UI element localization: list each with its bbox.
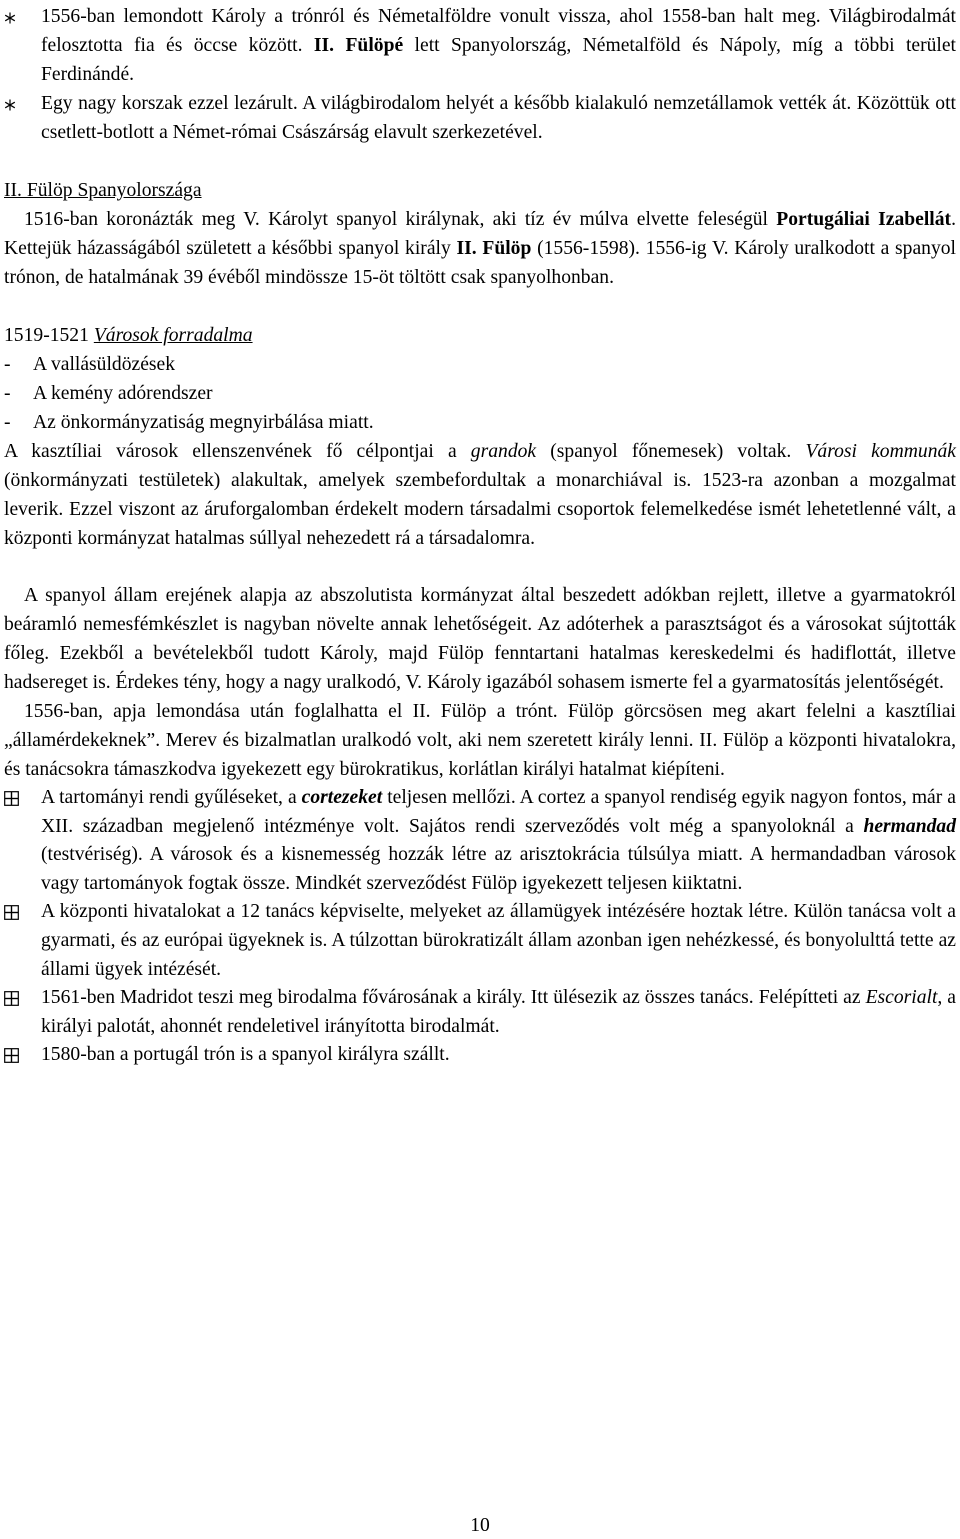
dash-bullet-icon: - (4, 412, 11, 433)
section-heading (4, 321, 956, 350)
asterisk-bullet-icon (4, 2, 34, 31)
document-page (4, 2, 956, 1070)
bullet-text: 1556-ban lemondott Károly a trónról és Németalföldre vonult vissza, ahol 1558-ban halt meg. Világbirodalmát felosztotta fia és öccse között. (41, 6, 956, 56)
asterisk-bullet-icon (4, 89, 34, 118)
bullet-text: Egy nagy korszak ezzel lezárult. A világbirodalom helyét a később kialakuló nemzetállamok vették át. Közöttük ott csetlett-botlott a Német-római Császárság elavult szerkezetével. (41, 93, 956, 143)
list-item-text: Az önkormányzatiság megnyirbálása miatt. (33, 412, 374, 433)
italic-text: grandok (470, 441, 537, 462)
list-item (4, 898, 956, 984)
list-item (4, 408, 956, 437)
list-item (4, 379, 956, 408)
paragraph: A spanyol állam erejének alapja az abszolutista kormányzat által beszedett adókban rejlett, illetve a gyarmatokról beáramló nemesfémkészlet is nagyban növelte annak lehetőségeit. Az adóterhek a parasztságot és a városokat sújtották főleg. Ezekből a bevételekből tudott Károly, majd Fülöp fenntartani hatalmas kereskedelmi és hadiflottát, illetve hadsereget is. Érdekes tény, hogy a nagy uralkodó, V. Károly igazából sohasem ismerte fel a gyarmatosítás jelentőségét. (4, 585, 956, 693)
page-number: 10 (470, 1515, 490, 1536)
section-heading (4, 176, 956, 205)
bold-text: Portugáliai Izabellát (776, 209, 952, 230)
heading-title: Városok forradalma (93, 325, 253, 346)
bold-italic-text: hermandad (863, 815, 956, 837)
dash-list (4, 350, 956, 437)
bold-text: II. Fülöp (456, 238, 532, 259)
bullet-text: 1561-ben Madridot teszi meg birodalma fővárosának a király. Itt ülésezik az összes tanács. Felépítteti az (41, 987, 866, 1009)
bullet-text: (testvériség). A városok és a kisnemesség hozzák létre az arisztokrácia túlsúlya miatt. A hermandadban városok vagy tartományok fogtak össze. Mindkét szerveződést Fülöp igyekezett teljesen kiiktatni. (41, 844, 956, 894)
paragraph-text: (spanyol főnemesek) voltak. (536, 441, 806, 462)
top-bullet-list (4, 2, 956, 147)
bullet-text: , a királyi palotát, ahonnét rendeletivel irányította birodalmát. (41, 987, 957, 1037)
list-item (4, 350, 956, 379)
section-philip-spain (4, 176, 956, 292)
list-item (4, 2, 956, 89)
bullet-text: lett Spanyolország, Németalföld és Nápoly, míg a többi terület Ferdinándé. (41, 35, 957, 85)
paragraph-text: 1516-ban koronázták meg V. Károlyt spanyol királynak, aki tíz év múlva elvette feleségül (24, 209, 777, 230)
bold-italic-text: cortezeket (301, 787, 383, 808)
section-cities-revolt (4, 321, 956, 553)
paragraph-text: . Kettejük házasságából született a későbbi spanyol király (4, 209, 956, 259)
bullet-bold-text: II. Fülöpé (313, 35, 404, 56)
cross-bullet-list (4, 784, 956, 1070)
paragraph: 1556-ban, apja lemondása után foglalhatta el II. Fülöp a trónt. Fülöp görcsösen meg akart felelni a kasztíliai „államérdekeknek”. Merev és bizalmatlan uralkodó volt, aki nem szeretett király lenni. II. Fülöp a központi hivatalokra, és tanácsokra támaszkodva igyekezett egy bürokratikus, korlátlan királyi hatalmat kiépíteni. (4, 701, 956, 780)
bullet-text: A központi hivatalokat a 12 tanács képviselte, melyeket az államügyek intézésére hoztak létre. Külön tanácsa volt a gyarmati, és az európai ügyeknek is. A túlzottan bürokratizált állam azonban igen nehézkessé, és bonyolulttá tette az állami ügyek intézését. (41, 901, 956, 980)
paragraph (4, 437, 956, 553)
paragraph (4, 205, 956, 292)
italic-text: Városi kommunák (805, 441, 956, 462)
cross-box-bullet-icon (4, 898, 34, 927)
italic-text: Escorialt (865, 987, 938, 1009)
heading-year: 1519-1521 (4, 325, 94, 346)
list-item (4, 1041, 956, 1070)
section-state-power (4, 581, 956, 784)
bullet-text: teljesen mellőzi. A cortez a spanyol rendiség egyik nagyon fontos, már a XII. században megjelenő intézménye volt. Sajátos rendi szerveződés volt még a spanyoloknál a (41, 787, 956, 837)
bullet-text: 1580-ban a portugál trón is a spanyol királyra szállt. (41, 1044, 450, 1066)
list-item (4, 784, 956, 898)
section-heading-text: II. Fülöp Spanyolországa (4, 180, 202, 201)
cross-box-bullet-icon (4, 984, 34, 1013)
paragraph-text: A kasztíliai városok ellenszenvének fő célpontjai a (4, 441, 471, 462)
bullet-text: A tartományi rendi gyűléseket, a (41, 787, 302, 808)
cross-box-bullet-icon (4, 784, 34, 813)
cross-box-bullet-icon (4, 1041, 34, 1070)
list-item-text: A vallásüldözések (33, 354, 176, 375)
dash-bullet-icon: - (4, 354, 11, 375)
list-item (4, 984, 956, 1041)
paragraph-text: (önkormányzati testületek) alakultak, amelyek szembefordultak a monarchiával is. 1523-ra azonban a mozgalmat leverik. Ezzel viszont az áruforgalomban érdekelt modern társadalmi csoportok felemelkedése ismét lehetetlenné vált, a központi kormányzat hatalmas súllyal nehezedett rá a társadalomra. (4, 470, 956, 549)
list-item-text: A kemény adórendszer (33, 383, 213, 404)
dash-bullet-icon: - (4, 383, 11, 404)
paragraph-text: (1556-1598). 1556-ig V. Károly uralkodott a spanyol trónon, de hatalmának 39 évéből mindössze 15-öt töltött csak spanyolhonban. (4, 238, 956, 288)
list-item (4, 89, 956, 147)
